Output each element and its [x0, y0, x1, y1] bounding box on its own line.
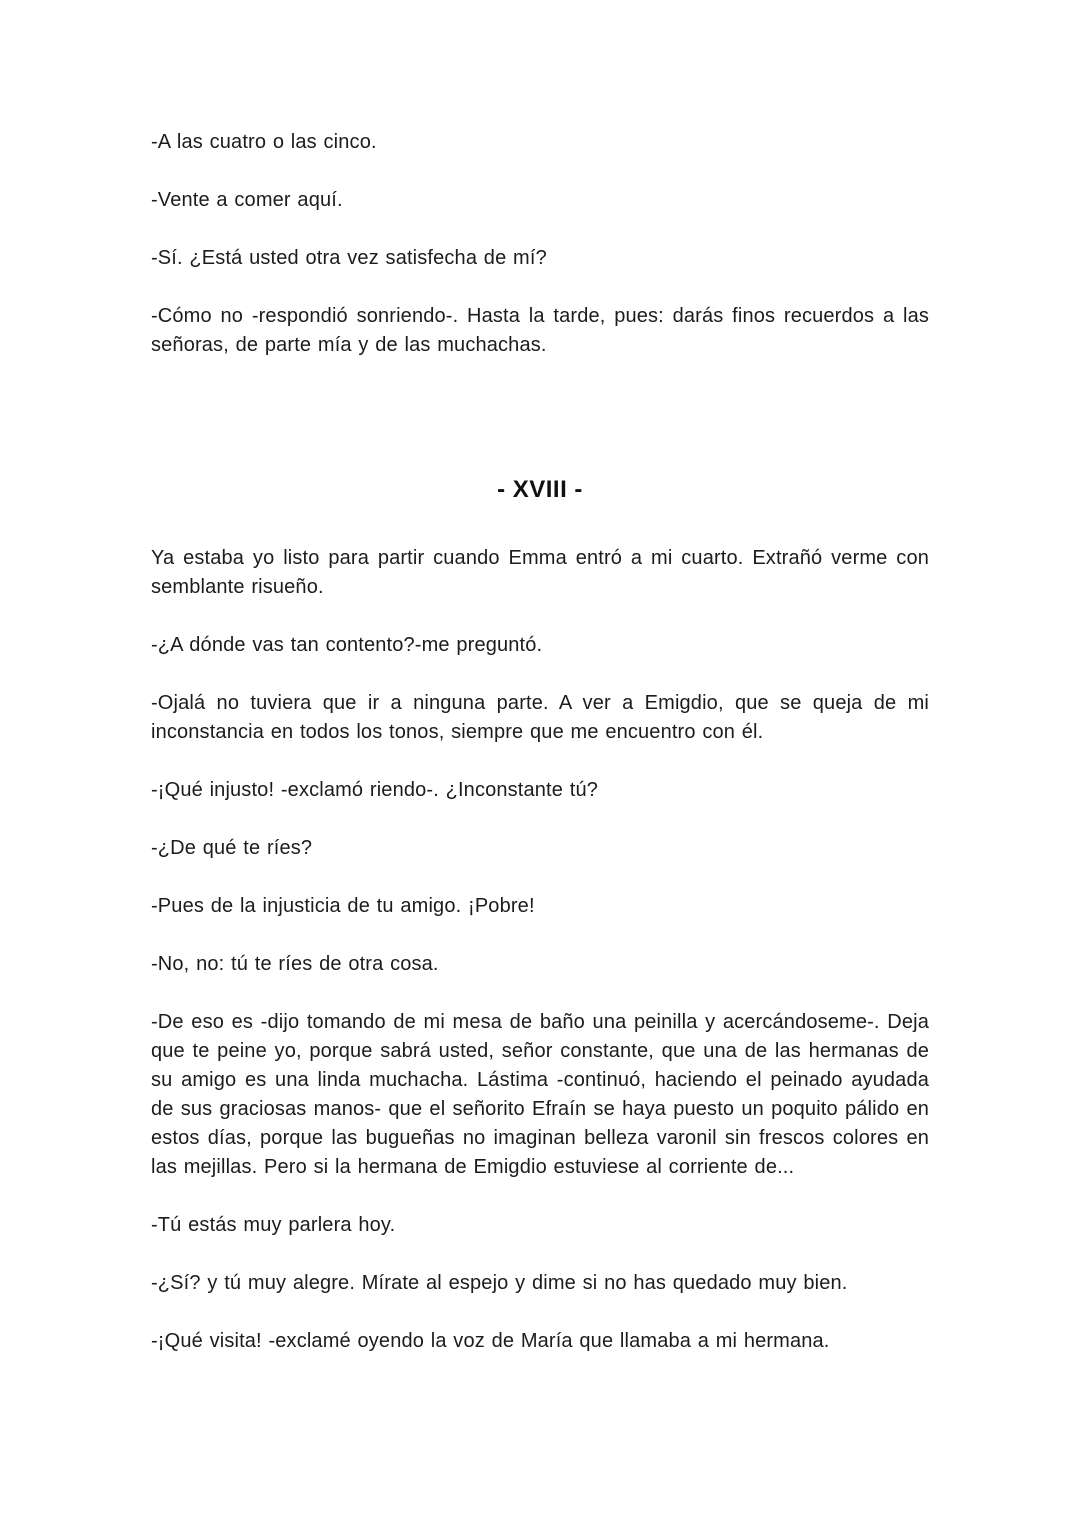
paragraph: Ya estaba yo listo para partir cuando Emma entró a mi cuarto. Extrañó verme con semblante risueño. — [151, 547, 929, 598]
paragraph: -¿De qué te ríes? — [151, 837, 313, 859]
paragraph: -Tú estás muy parlera hoy. — [151, 1214, 396, 1236]
paragraph: -A las cuatro o las cinco. — [151, 131, 377, 153]
paragraph: -Vente a comer aquí. — [151, 189, 343, 211]
paragraph: -No, no: tú te ríes de otra cosa. — [151, 953, 439, 975]
paragraph: -¡Qué injusto! -exclamó riendo-. ¿Inconstante tú? — [151, 779, 598, 801]
paragraph: -Ojalá no tuviera que ir a ninguna parte. A ver a Emigdio, que se queja de mi inconstancia en todos los tonos, siempre que me encuentro con él. — [151, 692, 929, 743]
chapter-heading: - XVIII - — [497, 476, 583, 503]
paragraph: -¡Qué visita! -exclamé oyendo la voz de María que llamaba a mi hermana. — [151, 1330, 830, 1352]
paragraph: -¿Sí? y tú muy alegre. Mírate al espejo y dime si no has quedado muy bien. — [151, 1272, 848, 1294]
paragraph: -Pues de la injusticia de tu amigo. ¡Pobre! — [151, 895, 535, 917]
paragraph: -Cómo no -respondió sonriendo-. Hasta la tarde, pues: darás finos recuerdos a las señoras, de parte mía y de las muchachas. — [151, 305, 929, 356]
paragraph: -¿A dónde vas tan contento?-me preguntó. — [151, 634, 543, 656]
paragraph: -De eso es -dijo tomando de mi mesa de baño una peinilla y acercándoseme-. Deja que te peine yo, porque sabrá usted, señor constante, que una de las hermanas de su amigo es una linda muchacha. Lástima -continuó, haciendo el peinado ayudada de sus graciosas manos- que el señorito Efraín se haya puesto un poquito pálido en estos días, porque las bugueñas no imaginan belleza varonil sin frescos colores en las mejillas. Pero si la hermana de Emigdio estuviese al corriente de... — [151, 1011, 929, 1178]
paragraph: -Sí. ¿Está usted otra vez satisfecha de mí? — [151, 247, 547, 269]
